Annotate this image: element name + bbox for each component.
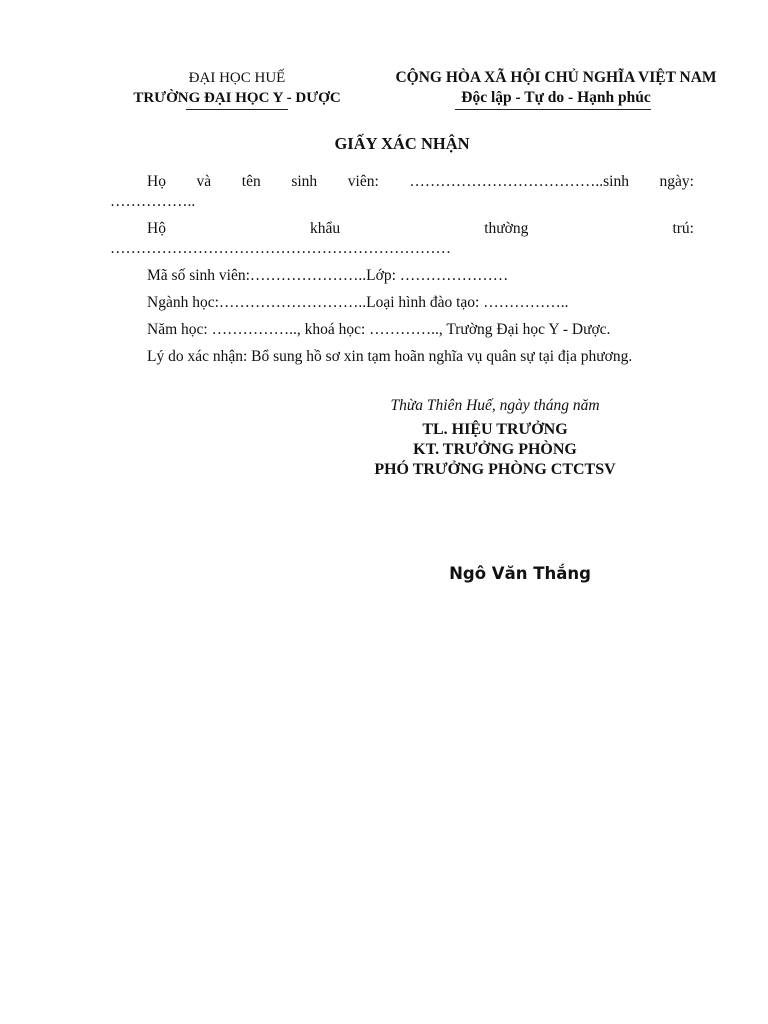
signature-block bbox=[320, 420, 670, 480]
national-header bbox=[375, 68, 737, 108]
student-name-line bbox=[110, 172, 694, 192]
residence-cont bbox=[110, 239, 694, 259]
school-name: TRƯỜNG ĐẠI HỌC Y - DƯỢC bbox=[133, 90, 341, 106]
student-id-line: Mã số sinh viên:…………………..Lớp: ………………… bbox=[147, 267, 509, 284]
issuer-header bbox=[108, 68, 366, 108]
document-title: GIẤY XÁC NHẬN bbox=[334, 134, 470, 153]
residence-line bbox=[110, 219, 694, 239]
residence-dots: ………………………………………………………… bbox=[110, 240, 451, 257]
student-name-field: Họ và tên sinh viên: ………………………………..sinh ngày: bbox=[147, 173, 694, 190]
residence-field: Hộ khẩu thường trú: bbox=[147, 220, 694, 237]
issuer-underline bbox=[186, 109, 288, 110]
document-body bbox=[110, 172, 694, 374]
major-line: Ngành học:………………………..Loại hình đào tạo: …………….. bbox=[147, 294, 569, 311]
national-motto: Độc lập - Tự do - Hạnh phúc bbox=[461, 89, 651, 106]
student-dob-cont bbox=[110, 192, 694, 212]
academic-year-line: Năm học: …………….., khoá học: ………….., Trường Đại học Y - Dược. bbox=[147, 321, 611, 338]
signature-title-3: PHÓ TRƯỞNG PHÒNG CTCTSV bbox=[374, 461, 616, 478]
republic-name: CỘNG HÒA XÃ HỘI CHỦ NGHĨA VIỆT NAM bbox=[395, 69, 717, 86]
place-date: Thừa Thiên Huế, ngày tháng năm bbox=[390, 397, 600, 414]
university-name: ĐẠI HỌC HUẾ bbox=[188, 70, 286, 86]
student-dob-dots: …………….. bbox=[110, 193, 196, 210]
signer-name: Ngô Văn Thắng bbox=[449, 564, 591, 583]
reason-line: Lý do xác nhận: Bổ sung hồ sơ xin tạm hoãn nghĩa vụ quân sự tại địa phương. bbox=[147, 348, 633, 365]
signature-title-2: KT. TRƯỞNG PHÒNG bbox=[413, 441, 577, 458]
signature-title-1: TL. HIỆU TRƯỞNG bbox=[422, 421, 568, 438]
motto-underline bbox=[455, 109, 651, 110]
